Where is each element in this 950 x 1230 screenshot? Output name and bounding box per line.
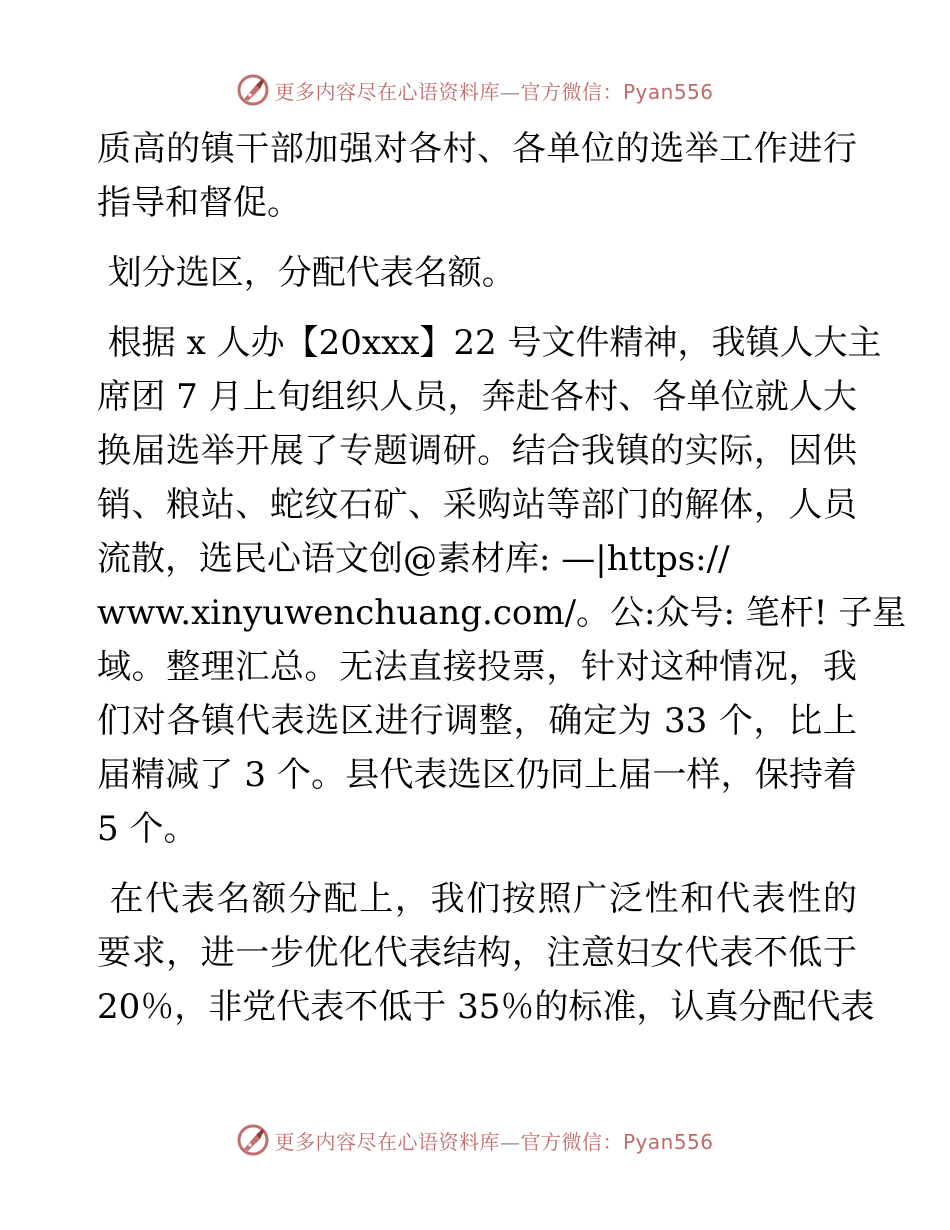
header-watermark-wechat-id: Pyan556 [622,79,714,104]
paragraph-line: 域。整理汇总。无法直接投票，针对这种情况，我 [97,647,857,687]
header-watermark-brand: 更多内容尽在心语资料库 [274,79,500,104]
pen-nib-logo-icon [236,73,270,107]
paragraph-line: 5 个。 [97,809,198,849]
paragraph-line: 在代表名额分配上，我们按照广泛性和代表性的 [97,879,857,919]
header-watermark [0,70,950,110]
paragraph-line: 们对各镇代表选区进行调整，确定为 33 个，比上 [97,701,857,741]
paragraph-line: 质高的镇干部加强对各村、各单位的选举工作进行 [97,129,857,169]
paragraph-line: 划分选区，分配代表名额。 [97,253,516,293]
paragraph-line: 根据 x 人办【20xxx】22 号文件精神，我镇人大主 [97,323,882,363]
paragraph-line: 流散，选民心语文创@素材库: —|https:// [97,539,730,579]
footer-watermark [0,1120,950,1160]
footer-watermark-wechat-id: Pyan556 [622,1129,714,1154]
paragraph-line: 席团 7 月上旬组织人员，奔赴各村、各单位就人大 [97,377,857,417]
footer-watermark-brand: 更多内容尽在心语资料库 [274,1129,500,1154]
footer-watermark-wechat-label: 官方微信： [520,1129,623,1154]
header-watermark-wechat-label: 官方微信： [520,79,623,104]
paragraph-line: 换届选举开展了专题调研。结合我镇的实际，因供 [97,431,857,471]
paragraph-line: 指导和督促。 [97,183,301,223]
paragraph-line: www.xinyuwenchuang.com/。公:众号: 笔杆! 子星 [97,593,907,633]
pen-nib-logo-icon [236,1123,270,1157]
footer-watermark-text [274,1126,713,1155]
paragraph-line: 销、粮站、蛇纹石矿、采购站等部门的解体，人员 [97,485,857,525]
paragraph-line: 届精减了 3 个。县代表选区仍同上届一样，保持着 [97,755,857,795]
paragraph-line: 要求，进一步优化代表结构，注意妇女代表不低于 [97,933,857,973]
header-watermark-separator: — [499,79,521,104]
header-watermark-text [274,76,713,105]
document-body [97,122,907,1034]
paragraph-line: 20％，非党代表不低于 35％的标准，认真分配代表 [97,987,875,1027]
footer-watermark-separator: — [499,1129,521,1154]
